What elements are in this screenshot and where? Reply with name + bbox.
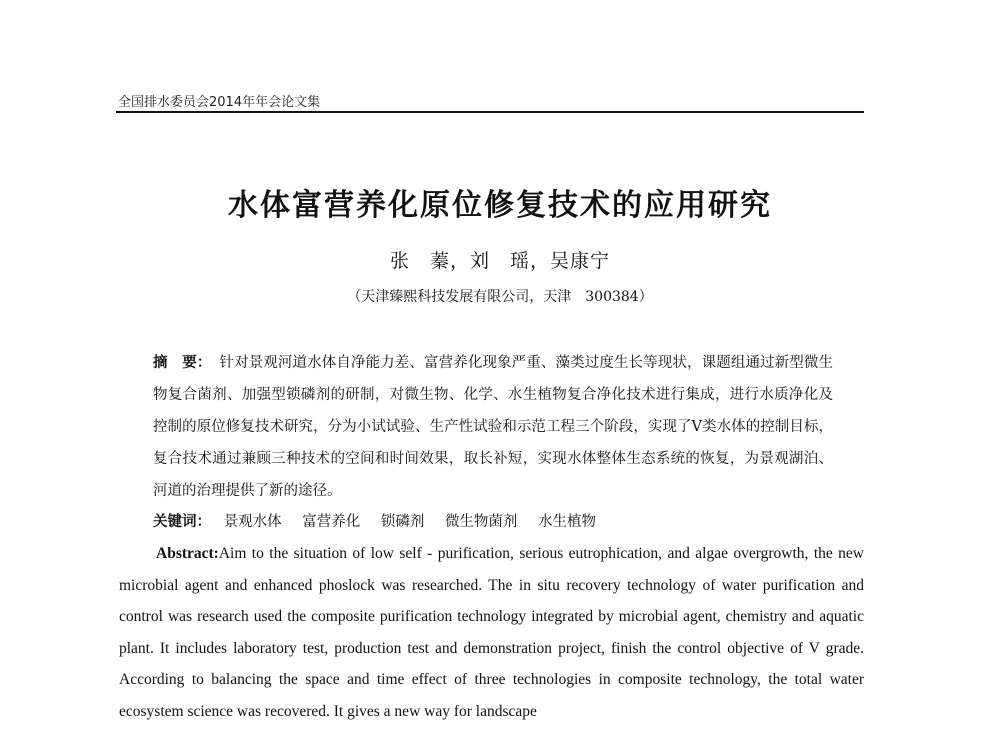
keyword-item: 富营养化: [302, 514, 361, 530]
keyword-item: 水生植物: [538, 514, 597, 530]
paper-title: 水体富营养化原位修复技术的应用研究: [228, 188, 772, 223]
abstract-en-label: Abstract:: [156, 545, 219, 562]
running-head: 全国排水委员会2014年年会论文集: [118, 95, 321, 110]
header-rule: [116, 111, 864, 113]
keyword-item: 锁磷剂: [380, 514, 425, 530]
affiliation: （天津臻熙科技发展有限公司，天津 300384）: [347, 289, 653, 305]
abstract-en-text: Aim to the situation of low self - purification, serious eutrophication, and algae overgrowth, the new microbial agent and enhanced phoslock was researched. The in situ recovery technology of water purification and control was research used the composite purification technology integrated by microbial agent, chemistry and aquatic plant. It includes laboratory test, production test and demonstration project, finish the control objective of V grade. According to balancing the space and time effect of three technologies in composite technology, the total water ecosystem science was recovered. It gives a new way for landscape: [119, 545, 864, 720]
keywords: [153, 508, 833, 536]
abstract-label: 摘 要：: [153, 355, 212, 371]
chinese-abstract: [153, 347, 833, 507]
keyword-item: 微生物菌剂: [444, 514, 518, 530]
english-abstract: [119, 538, 864, 728]
author-list: 张 蓁，刘 瑶，吴康宁: [389, 250, 610, 272]
abstract-text: 针对景观河道水体自净能力差、富营养化现象严重、藻类过度生长等现状，课题组通过新型微生物复合菌剂、加强型锁磷剂的研制，对微生物、化学、水生植物复合净化技术进行集成，进行水质净化及控制的原位修复技术研究，分为小试试验、生产性试验和示范工程三个阶段，实现了V类水体的控制目标，复合技术通过兼顾三种技术的空间和时间效果，取长补短，实现水体整体生态系统的恢复，为景观湖泊、河道的治理提供了新的途径。: [153, 355, 834, 499]
keyword-item: 景观水体: [223, 514, 282, 530]
keywords-label: 关键词：: [153, 514, 211, 530]
